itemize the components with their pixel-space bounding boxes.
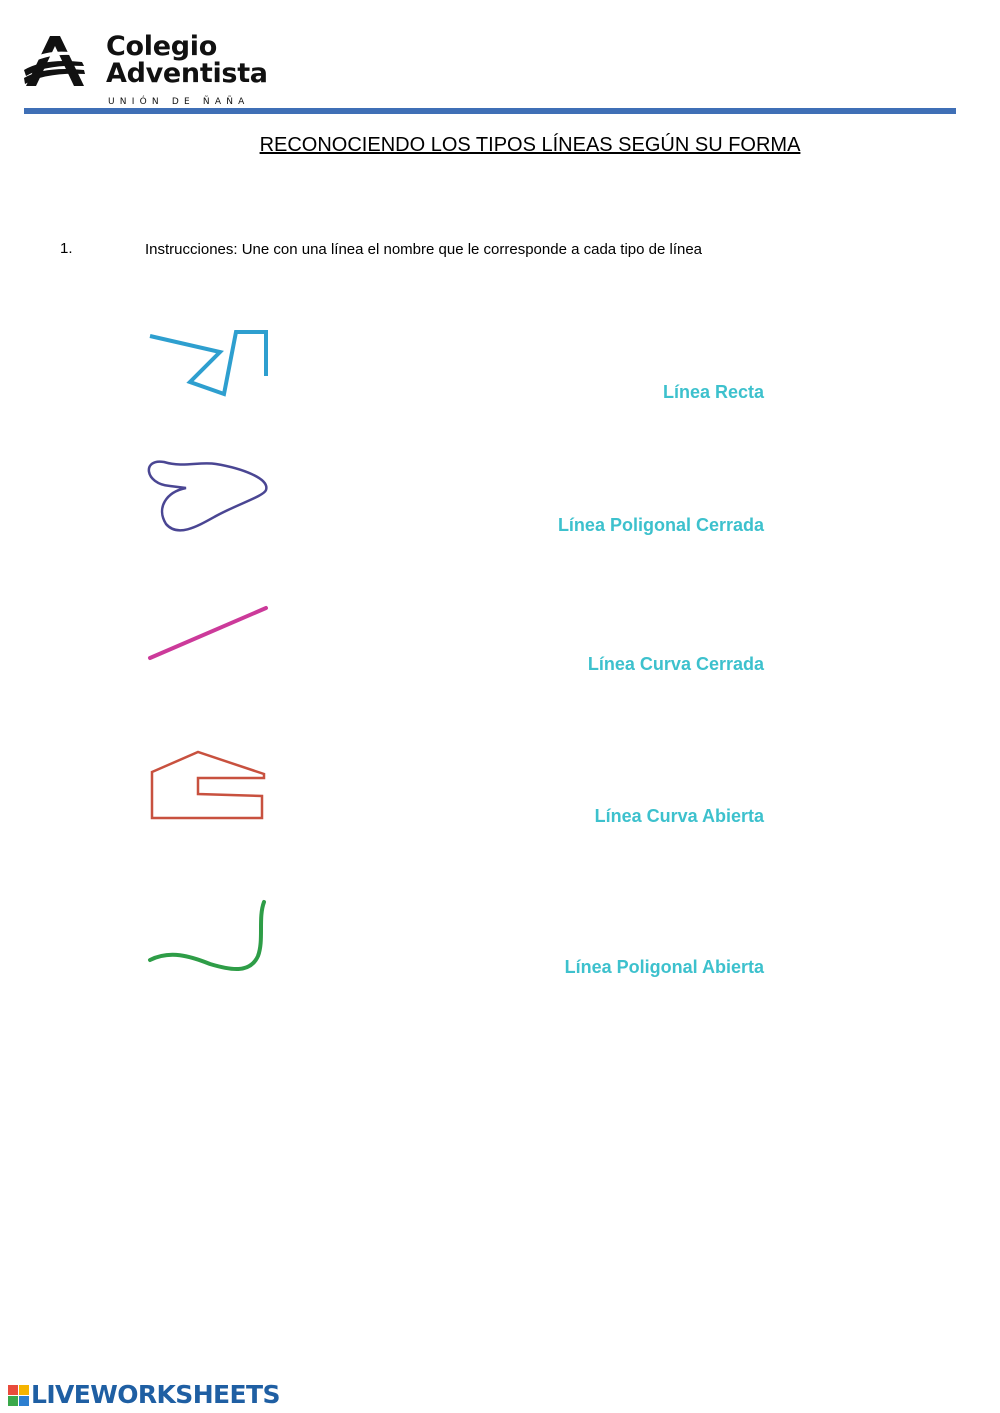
shape-straight-line[interactable] [140,590,280,680]
label-linea-recta[interactable]: Línea Recta [662,382,764,402]
logo-square-blue [19,1396,29,1406]
school-subtitle: UNIÓN DE ÑAÑA [108,97,250,107]
label-linea-poligonal-cerrada[interactable]: Línea Poligonal Cerrada [557,515,764,535]
shape-polygonal-open-line[interactable] [140,318,280,408]
liveworksheets-brand[interactable]: LIVEWORKSHEETS [31,1380,280,1409]
shape-curve-open-line[interactable] [140,890,280,980]
shape-curve-closed-line[interactable] [140,448,280,538]
label-linea-curva-cerrada[interactable]: Línea Curva Cerrada [587,654,764,674]
page-title: RECONOCIENDO LOS TIPOS LÍNEAS SEGÚN SU FORMA [259,134,801,156]
logo-square-red [8,1385,18,1395]
shape-stroke [150,332,266,394]
shape-stroke [152,752,264,818]
question-number: 1. [60,240,73,257]
school-name-line2: Adventista [106,58,268,89]
school-name [106,33,268,87]
header-divider [24,108,956,114]
shape-stroke [150,902,264,969]
label-linea-poligonal-abierta[interactable]: Línea Poligonal Abierta [564,957,764,977]
logo-square-green [8,1396,18,1406]
shape-stroke [149,462,266,531]
logo-square-yellow [19,1385,29,1395]
school-logo-icon [24,36,86,88]
liveworksheets-logo-icon [8,1385,30,1407]
label-linea-curva-abierta[interactable]: Línea Curva Abierta [594,806,764,826]
school-name-line1: Colegio [106,31,217,62]
shape-stroke [150,608,266,658]
shape-polygonal-closed-line[interactable] [140,742,280,832]
question-instructions: Instrucciones: Une con una línea el nombre que le corresponde a cada tipo de línea [145,241,703,258]
